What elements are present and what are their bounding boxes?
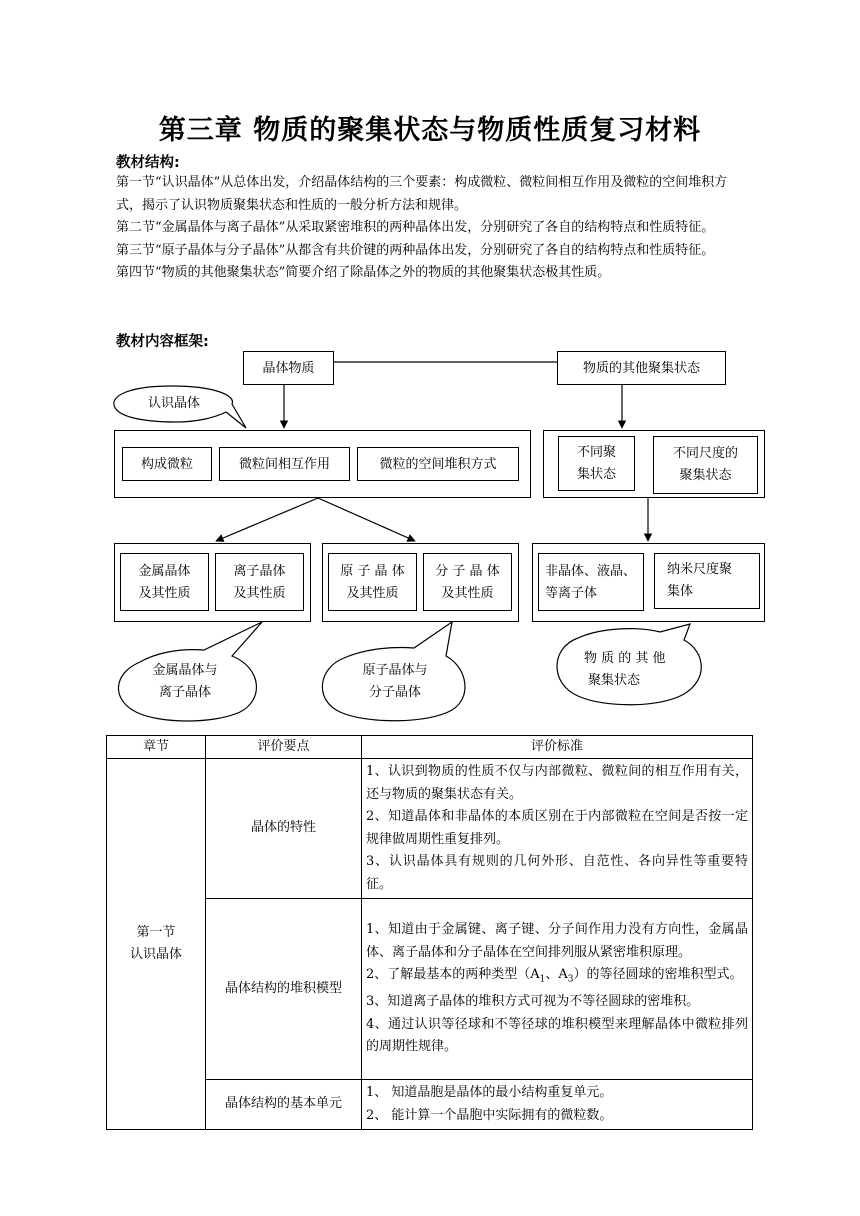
standard-item: 1、知道由于金属键、离子键、分子间作用力没有方向性，金属晶体、离子晶体和分子晶体在空间排列服从紧密堆积原理。 bbox=[366, 922, 748, 960]
standard-text: 2、了解最基本的两种类型（A bbox=[366, 967, 540, 983]
box-label: 集状态 bbox=[576, 467, 616, 482]
table-header-row bbox=[107, 736, 753, 759]
callout-atomic-molecular: 分子晶体 bbox=[368, 685, 421, 700]
column-header: 评价要点 bbox=[206, 736, 362, 759]
box-label: 集体 bbox=[667, 584, 694, 599]
table-row bbox=[107, 759, 753, 899]
standard-item: 1、 知道晶胞是晶体的最小结构重复单元。 bbox=[366, 1085, 613, 1100]
standard-item bbox=[366, 964, 748, 991]
arrow-line bbox=[216, 498, 318, 541]
box-label: 物质的其他聚集状态 bbox=[582, 361, 700, 376]
molecular-crystal-box bbox=[423, 553, 512, 611]
column-header: 章节 bbox=[107, 736, 206, 759]
box-label: 不同聚 bbox=[576, 445, 616, 460]
interaction-box bbox=[219, 447, 350, 481]
standard-item: 3、认识晶体具有规则的几何外形、自范性、各向异性等重要特征。 bbox=[366, 854, 748, 892]
box-label: 晶体物质 bbox=[262, 361, 315, 376]
packing-box bbox=[357, 447, 519, 481]
standard-cell bbox=[362, 899, 753, 1080]
structure-paragraph: 第三节“原子晶体与分子晶体”从都含有共价键的两种晶体出发，分别研究了各自的结构特点和性质特征。 bbox=[116, 242, 715, 258]
structure-paragraph: 第一节“认识晶体”从总体出发，介绍晶体结构的三个要素：构成微粒、微粒间相互作用及微粒的空间堆积方式，揭示了认识物质聚集状态和性质的一般分析方法和规律。 bbox=[116, 175, 728, 213]
chapter-cell bbox=[107, 759, 206, 1130]
box-label: 原 子 晶 体 bbox=[340, 564, 405, 579]
callout-atomic-molecular: 原子晶体与 bbox=[362, 663, 428, 678]
box-label: 及其性质 bbox=[346, 586, 399, 601]
chapter-number: 第一节 bbox=[136, 924, 176, 940]
different-states-box bbox=[558, 436, 635, 491]
point-cell: 晶体的特性 bbox=[206, 759, 362, 899]
point-cell: 晶体结构的基本单元 bbox=[206, 1080, 362, 1130]
callout-metal-ionic: 金属晶体与 bbox=[152, 663, 218, 678]
arrow-line bbox=[318, 498, 415, 541]
standard-text: 、A bbox=[545, 967, 568, 983]
box-label: 及其性质 bbox=[233, 586, 286, 601]
other-states-box bbox=[557, 351, 726, 385]
standard-cell bbox=[362, 1080, 753, 1130]
point-cell: 晶体结构的堆积模型 bbox=[206, 899, 362, 1080]
box-label: 不同尺度的 bbox=[672, 446, 738, 461]
ionic-crystal-box bbox=[215, 553, 304, 611]
standard-item: 3、知道离子晶体的堆积方式可视为不等径圆球的密堆积。 bbox=[366, 994, 700, 1010]
particle-box bbox=[122, 447, 212, 481]
box-label: 构成微粒 bbox=[140, 457, 193, 472]
standard-cell bbox=[362, 759, 753, 899]
box-label: 纳米尺度聚 bbox=[667, 562, 733, 577]
structure-paragraph: 第二节“金属晶体与离子晶体”从采取紧密堆积的两种晶体出发，分别研究了各自的结构特点和性质特征。 bbox=[116, 220, 715, 235]
metal-crystal-box bbox=[120, 553, 209, 611]
column-header: 评价标准 bbox=[362, 736, 753, 759]
atomic-crystal-box bbox=[328, 553, 417, 611]
standard-item: 4、通过认识等径球和不等径球的堆积模型来理解晶体中微粒排列的周期性规律。 bbox=[366, 1016, 748, 1055]
standard-item: 2、 能计算一个晶胞中实际拥有的微粒数。 bbox=[366, 1107, 613, 1123]
box-label: 等离子体 bbox=[545, 586, 598, 601]
standard-item: 1、认识到物质的性质不仅与内部微粒、微粒间的相互作用有关，还与物质的聚集状态有关。 bbox=[366, 764, 748, 802]
standard-text: ）的等径圆球的密堆积型式。 bbox=[573, 967, 743, 983]
box-label: 金属晶体 bbox=[138, 564, 191, 579]
framework-heading: 教材内容框架: bbox=[116, 334, 209, 350]
box-label: 微粒间相互作用 bbox=[238, 457, 330, 472]
box-label: 及其性质 bbox=[138, 586, 191, 601]
box-label: 分 子 晶 体 bbox=[435, 564, 500, 579]
box-label: 离子晶体 bbox=[233, 564, 286, 579]
structure-paragraph: 第四节“物质的其他聚集状态”简要介绍了除晶体之外的物质的其他聚集状态极其性质。 bbox=[116, 265, 611, 280]
standard-item: 2、知道晶体和非晶体的本质区别在于内部微粒在空间是否按一定规律做周期性重复排列。 bbox=[366, 809, 748, 847]
crystal-matter-box bbox=[243, 351, 334, 385]
amorphous-box bbox=[538, 553, 644, 611]
callout-metal-ionic: 离子晶体 bbox=[158, 685, 211, 700]
scale-states-box bbox=[653, 436, 758, 494]
structure-heading: 教材结构: bbox=[116, 155, 180, 171]
subscript: 1 bbox=[539, 974, 546, 985]
page-title: 第三章 物质的聚集状态与物质性质复习材料 bbox=[158, 115, 702, 146]
nano-aggregate-box bbox=[654, 553, 760, 609]
box-label: 聚集状态 bbox=[679, 468, 732, 483]
box-label: 及其性质 bbox=[441, 586, 494, 601]
evaluation-table bbox=[106, 735, 753, 1130]
box-label: 非晶体、液晶、 bbox=[545, 564, 637, 579]
box-label: 微粒的空间堆积方式 bbox=[379, 457, 497, 472]
chapter-title: 认识晶体 bbox=[129, 947, 182, 962]
callout-know-crystal: 认识晶体 bbox=[147, 396, 200, 411]
subscript: 3 bbox=[567, 974, 574, 985]
callout-other-states: 物 质 的 其 他 bbox=[584, 651, 666, 666]
callout-other-states: 聚集状态 bbox=[588, 673, 641, 688]
